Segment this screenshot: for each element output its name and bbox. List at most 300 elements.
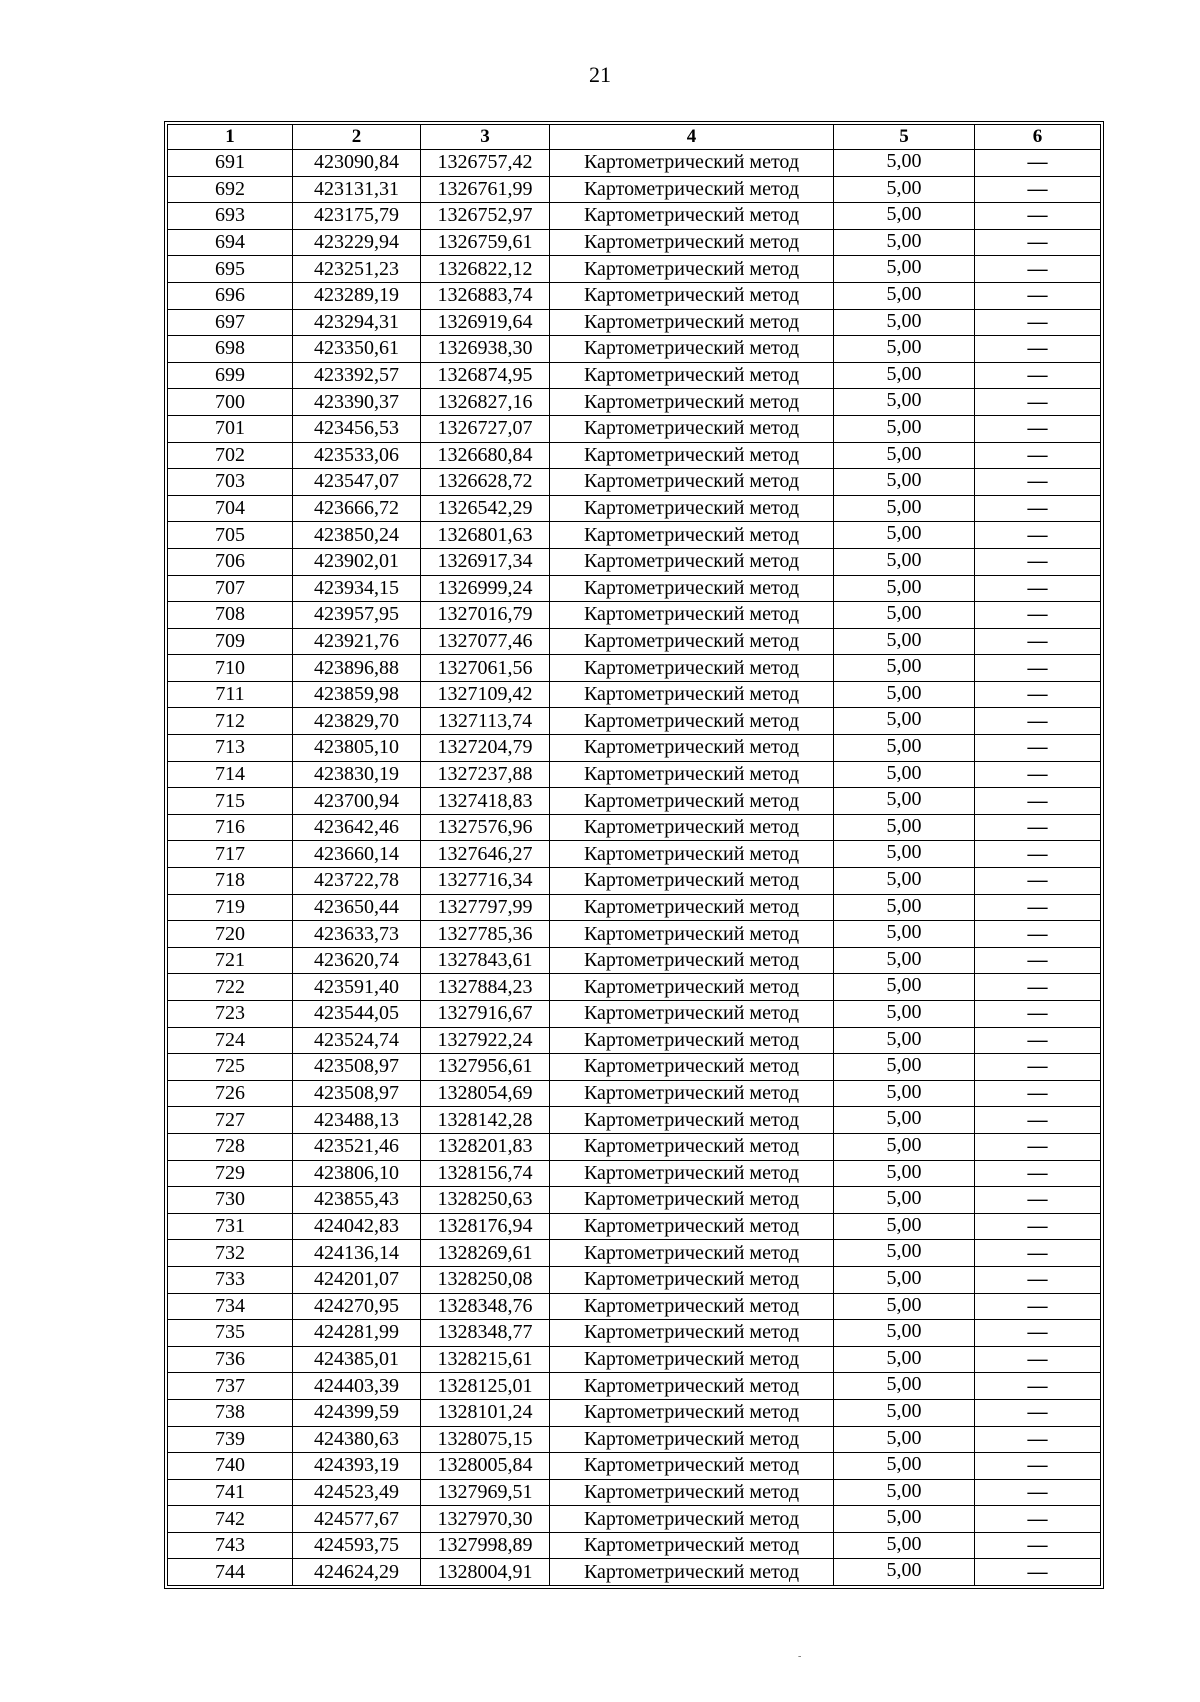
y-coordinate-cell: 1328269,61	[421, 1240, 550, 1267]
x-coordinate-cell: 423521,46	[293, 1133, 421, 1160]
table-row	[168, 522, 1101, 549]
table-row	[168, 814, 1101, 841]
x-coordinate-cell: 423229,94	[293, 229, 421, 256]
y-coordinate-cell: 1328142,28	[421, 1107, 550, 1134]
y-coordinate-cell: 1326727,07	[421, 415, 550, 442]
y-coordinate-cell: 1327576,96	[421, 814, 550, 841]
table-row	[168, 1240, 1101, 1267]
x-coordinate-cell: 424403,39	[293, 1373, 421, 1400]
x-coordinate-cell: 424136,14	[293, 1240, 421, 1267]
description-cell: —	[975, 575, 1101, 602]
accuracy-cell: 5,00	[834, 282, 975, 309]
accuracy-cell: 5,00	[834, 628, 975, 655]
description-cell: —	[975, 921, 1101, 948]
accuracy-cell: 5,00	[834, 1266, 975, 1293]
table-row	[168, 389, 1101, 416]
table-row	[168, 1160, 1101, 1187]
y-coordinate-cell: 1327204,79	[421, 735, 550, 762]
method-cell: Картометрический метод	[550, 1453, 834, 1480]
point-number-cell: 707	[168, 575, 293, 602]
method-cell: Картометрический метод	[550, 1054, 834, 1081]
x-coordinate-cell: 423850,24	[293, 522, 421, 549]
table-row	[168, 1107, 1101, 1134]
description-cell: —	[975, 469, 1101, 496]
method-cell: Картометрический метод	[550, 1320, 834, 1347]
table-row	[168, 256, 1101, 283]
point-number-cell: 698	[168, 336, 293, 363]
table-row	[168, 1027, 1101, 1054]
description-cell: —	[975, 788, 1101, 815]
point-number-cell: 719	[168, 894, 293, 921]
accuracy-cell: 5,00	[834, 1054, 975, 1081]
point-number-cell: 730	[168, 1187, 293, 1214]
point-number-cell: 721	[168, 947, 293, 974]
method-cell: Картометрический метод	[550, 1001, 834, 1028]
point-number-cell: 695	[168, 256, 293, 283]
accuracy-cell: 5,00	[834, 336, 975, 363]
y-coordinate-cell: 1327061,56	[421, 655, 550, 682]
accuracy-cell: 5,00	[834, 814, 975, 841]
point-number-cell: 741	[168, 1479, 293, 1506]
point-number-cell: 699	[168, 362, 293, 389]
method-cell: Картометрический метод	[550, 947, 834, 974]
point-number-cell: 725	[168, 1054, 293, 1081]
y-coordinate-cell: 1328348,76	[421, 1293, 550, 1320]
column-header: 2	[293, 125, 421, 150]
description-cell: —	[975, 1080, 1101, 1107]
column-header: 1	[168, 125, 293, 150]
x-coordinate-cell: 424624,29	[293, 1559, 421, 1586]
point-number-cell: 716	[168, 814, 293, 841]
table-row	[168, 1479, 1101, 1506]
method-cell: Картометрический метод	[550, 469, 834, 496]
x-coordinate-cell: 423902,01	[293, 548, 421, 575]
table-row	[168, 894, 1101, 921]
table-row	[168, 841, 1101, 868]
description-cell: —	[975, 309, 1101, 336]
method-cell: Картометрический метод	[550, 282, 834, 309]
accuracy-cell: 5,00	[834, 1479, 975, 1506]
description-cell: —	[975, 894, 1101, 921]
method-cell: Картометрический метод	[550, 708, 834, 735]
description-cell: —	[975, 761, 1101, 788]
accuracy-cell: 5,00	[834, 203, 975, 230]
x-coordinate-cell: 423392,57	[293, 362, 421, 389]
point-number-cell: 742	[168, 1506, 293, 1533]
method-cell: Картометрический метод	[550, 150, 834, 177]
table-row	[168, 469, 1101, 496]
accuracy-cell: 5,00	[834, 309, 975, 336]
accuracy-cell: 5,00	[834, 947, 975, 974]
x-coordinate-cell: 423855,43	[293, 1187, 421, 1214]
accuracy-cell: 5,00	[834, 495, 975, 522]
description-cell: —	[975, 495, 1101, 522]
accuracy-cell: 5,00	[834, 1559, 975, 1586]
accuracy-cell: 5,00	[834, 415, 975, 442]
table-row	[168, 442, 1101, 469]
point-number-cell: 724	[168, 1027, 293, 1054]
accuracy-cell: 5,00	[834, 229, 975, 256]
y-coordinate-cell: 1328101,24	[421, 1399, 550, 1426]
point-number-cell: 715	[168, 788, 293, 815]
method-cell: Картометрический метод	[550, 1133, 834, 1160]
description-cell: —	[975, 1399, 1101, 1426]
table-row	[168, 176, 1101, 203]
x-coordinate-cell: 424577,67	[293, 1506, 421, 1533]
table-row	[168, 229, 1101, 256]
y-coordinate-cell: 1326917,34	[421, 548, 550, 575]
x-coordinate-cell: 423806,10	[293, 1160, 421, 1187]
point-number-cell: 739	[168, 1426, 293, 1453]
description-cell: —	[975, 282, 1101, 309]
point-number-cell: 723	[168, 1001, 293, 1028]
method-cell: Картометрический метод	[550, 1266, 834, 1293]
table-row	[168, 1506, 1101, 1533]
description-cell: —	[975, 1532, 1101, 1559]
point-number-cell: 712	[168, 708, 293, 735]
point-number-cell: 709	[168, 628, 293, 655]
description-cell: —	[975, 548, 1101, 575]
description-cell: —	[975, 1373, 1101, 1400]
description-cell: —	[975, 1054, 1101, 1081]
y-coordinate-cell: 1328054,69	[421, 1080, 550, 1107]
table-row	[168, 1453, 1101, 1480]
y-coordinate-cell: 1327646,27	[421, 841, 550, 868]
table-row	[168, 1532, 1101, 1559]
accuracy-cell: 5,00	[834, 1107, 975, 1134]
method-cell: Картометрический метод	[550, 681, 834, 708]
x-coordinate-cell: 424399,59	[293, 1399, 421, 1426]
point-number-cell: 728	[168, 1133, 293, 1160]
y-coordinate-cell: 1327843,61	[421, 947, 550, 974]
method-cell: Картометрический метод	[550, 1107, 834, 1134]
column-header: 3	[421, 125, 550, 150]
description-cell: —	[975, 1320, 1101, 1347]
description-cell: —	[975, 1346, 1101, 1373]
point-number-cell: 718	[168, 868, 293, 895]
accuracy-cell: 5,00	[834, 1187, 975, 1214]
point-number-cell: 693	[168, 203, 293, 230]
table-body	[168, 150, 1101, 1586]
x-coordinate-cell: 423830,19	[293, 761, 421, 788]
x-coordinate-cell: 424042,83	[293, 1213, 421, 1240]
y-coordinate-cell: 1327970,30	[421, 1506, 550, 1533]
x-coordinate-cell: 423508,97	[293, 1054, 421, 1081]
y-coordinate-cell: 1326822,12	[421, 256, 550, 283]
table-row	[168, 1373, 1101, 1400]
method-cell: Картометрический метод	[550, 1080, 834, 1107]
accuracy-cell: 5,00	[834, 1133, 975, 1160]
table-row	[168, 1133, 1101, 1160]
description-cell: —	[975, 1559, 1101, 1586]
point-number-cell: 701	[168, 415, 293, 442]
point-number-cell: 696	[168, 282, 293, 309]
x-coordinate-cell: 423090,84	[293, 150, 421, 177]
x-coordinate-cell: 424593,75	[293, 1532, 421, 1559]
x-coordinate-cell: 423660,14	[293, 841, 421, 868]
table-row	[168, 1346, 1101, 1373]
method-cell: Картометрический метод	[550, 1213, 834, 1240]
method-cell: Картометрический метод	[550, 1426, 834, 1453]
table-row	[168, 628, 1101, 655]
method-cell: Картометрический метод	[550, 203, 834, 230]
x-coordinate-cell: 424281,99	[293, 1320, 421, 1347]
description-cell: —	[975, 1001, 1101, 1028]
description-cell: —	[975, 522, 1101, 549]
method-cell: Картометрический метод	[550, 1187, 834, 1214]
method-cell: Картометрический метод	[550, 362, 834, 389]
method-cell: Картометрический метод	[550, 522, 834, 549]
method-cell: Картометрический метод	[550, 1346, 834, 1373]
column-header: 5	[834, 125, 975, 150]
x-coordinate-cell: 424393,19	[293, 1453, 421, 1480]
x-coordinate-cell: 423650,44	[293, 894, 421, 921]
x-coordinate-cell: 423896,88	[293, 655, 421, 682]
description-cell: —	[975, 1027, 1101, 1054]
method-cell: Картометрический метод	[550, 256, 834, 283]
method-cell: Картометрический метод	[550, 1293, 834, 1320]
x-coordinate-cell: 423175,79	[293, 203, 421, 230]
point-number-cell: 736	[168, 1346, 293, 1373]
x-coordinate-cell: 423390,37	[293, 389, 421, 416]
x-coordinate-cell: 423289,19	[293, 282, 421, 309]
accuracy-cell: 5,00	[834, 1027, 975, 1054]
description-cell: —	[975, 150, 1101, 177]
scan-mark: -	[798, 1651, 802, 1662]
table-row	[168, 921, 1101, 948]
point-number-cell: 713	[168, 735, 293, 762]
method-cell: Картометрический метод	[550, 229, 834, 256]
column-header: 4	[550, 125, 834, 150]
table-row	[168, 575, 1101, 602]
description-cell: —	[975, 974, 1101, 1001]
point-number-cell: 706	[168, 548, 293, 575]
x-coordinate-cell: 424201,07	[293, 1266, 421, 1293]
point-number-cell: 700	[168, 389, 293, 416]
table-row	[168, 602, 1101, 629]
point-number-cell: 704	[168, 495, 293, 522]
table-row	[168, 203, 1101, 230]
y-coordinate-cell: 1327969,51	[421, 1479, 550, 1506]
table-row	[168, 1187, 1101, 1214]
accuracy-cell: 5,00	[834, 681, 975, 708]
y-coordinate-cell: 1326759,61	[421, 229, 550, 256]
method-cell: Картометрический метод	[550, 628, 834, 655]
method-cell: Картометрический метод	[550, 548, 834, 575]
x-coordinate-cell: 423456,53	[293, 415, 421, 442]
y-coordinate-cell: 1327237,88	[421, 761, 550, 788]
x-coordinate-cell: 423642,46	[293, 814, 421, 841]
method-cell: Картометрический метод	[550, 1559, 834, 1586]
x-coordinate-cell: 423508,97	[293, 1080, 421, 1107]
point-number-cell: 710	[168, 655, 293, 682]
description-cell: —	[975, 229, 1101, 256]
accuracy-cell: 5,00	[834, 575, 975, 602]
page-number: 21	[589, 62, 611, 87]
x-coordinate-cell: 423700,94	[293, 788, 421, 815]
table-row	[168, 1399, 1101, 1426]
x-coordinate-cell: 423620,74	[293, 947, 421, 974]
x-coordinate-cell: 423488,13	[293, 1107, 421, 1134]
y-coordinate-cell: 1328215,61	[421, 1346, 550, 1373]
table-row	[168, 735, 1101, 762]
x-coordinate-cell: 423131,31	[293, 176, 421, 203]
table-row	[168, 336, 1101, 363]
description-cell: —	[975, 1213, 1101, 1240]
description-cell: —	[975, 1426, 1101, 1453]
x-coordinate-cell: 423859,98	[293, 681, 421, 708]
description-cell: —	[975, 415, 1101, 442]
table-row	[168, 415, 1101, 442]
method-cell: Картометрический метод	[550, 921, 834, 948]
table-row	[168, 282, 1101, 309]
description-cell: —	[975, 681, 1101, 708]
y-coordinate-cell: 1327716,34	[421, 868, 550, 895]
method-cell: Картометрический метод	[550, 1373, 834, 1400]
y-coordinate-cell: 1326874,95	[421, 362, 550, 389]
y-coordinate-cell: 1326938,30	[421, 336, 550, 363]
description-cell: —	[975, 1293, 1101, 1320]
table-row	[168, 362, 1101, 389]
method-cell: Картометрический метод	[550, 655, 834, 682]
description-cell: —	[975, 1266, 1101, 1293]
point-number-cell: 717	[168, 841, 293, 868]
table-row	[168, 868, 1101, 895]
y-coordinate-cell: 1327797,99	[421, 894, 550, 921]
y-coordinate-cell: 1326628,72	[421, 469, 550, 496]
y-coordinate-cell: 1326761,99	[421, 176, 550, 203]
x-coordinate-cell: 423921,76	[293, 628, 421, 655]
method-cell: Картометрический метод	[550, 415, 834, 442]
point-number-cell: 732	[168, 1240, 293, 1267]
accuracy-cell: 5,00	[834, 150, 975, 177]
accuracy-cell: 5,00	[834, 1293, 975, 1320]
accuracy-cell: 5,00	[834, 1453, 975, 1480]
accuracy-cell: 5,00	[834, 548, 975, 575]
y-coordinate-cell: 1327785,36	[421, 921, 550, 948]
accuracy-cell: 5,00	[834, 1213, 975, 1240]
coordinates-table	[167, 124, 1101, 1586]
description-cell: —	[975, 814, 1101, 841]
accuracy-cell: 5,00	[834, 1532, 975, 1559]
description-cell: —	[975, 203, 1101, 230]
point-number-cell: 726	[168, 1080, 293, 1107]
y-coordinate-cell: 1326752,97	[421, 203, 550, 230]
x-coordinate-cell: 423544,05	[293, 1001, 421, 1028]
point-number-cell: 702	[168, 442, 293, 469]
method-cell: Картометрический метод	[550, 309, 834, 336]
method-cell: Картометрический метод	[550, 974, 834, 1001]
accuracy-cell: 5,00	[834, 735, 975, 762]
table-header-row	[168, 125, 1101, 150]
table-row	[168, 681, 1101, 708]
method-cell: Картометрический метод	[550, 336, 834, 363]
description-cell: —	[975, 1479, 1101, 1506]
x-coordinate-cell: 423666,72	[293, 495, 421, 522]
y-coordinate-cell: 1328176,94	[421, 1213, 550, 1240]
method-cell: Картометрический метод	[550, 761, 834, 788]
point-number-cell: 744	[168, 1559, 293, 1586]
x-coordinate-cell: 423524,74	[293, 1027, 421, 1054]
accuracy-cell: 5,00	[834, 442, 975, 469]
y-coordinate-cell: 1326827,16	[421, 389, 550, 416]
method-cell: Картометрический метод	[550, 1506, 834, 1533]
accuracy-cell: 5,00	[834, 974, 975, 1001]
y-coordinate-cell: 1326757,42	[421, 150, 550, 177]
table-row	[168, 1001, 1101, 1028]
accuracy-cell: 5,00	[834, 1373, 975, 1400]
y-coordinate-cell: 1326999,24	[421, 575, 550, 602]
x-coordinate-cell: 424270,95	[293, 1293, 421, 1320]
description-cell: —	[975, 655, 1101, 682]
method-cell: Картометрический метод	[550, 894, 834, 921]
method-cell: Картометрический метод	[550, 575, 834, 602]
point-number-cell: 705	[168, 522, 293, 549]
accuracy-cell: 5,00	[834, 708, 975, 735]
y-coordinate-cell: 1326680,84	[421, 442, 550, 469]
accuracy-cell: 5,00	[834, 1240, 975, 1267]
description-cell: —	[975, 442, 1101, 469]
table-row	[168, 309, 1101, 336]
table-row	[168, 1213, 1101, 1240]
accuracy-cell: 5,00	[834, 602, 975, 629]
y-coordinate-cell: 1328075,15	[421, 1426, 550, 1453]
y-coordinate-cell: 1327916,67	[421, 1001, 550, 1028]
point-number-cell: 722	[168, 974, 293, 1001]
accuracy-cell: 5,00	[834, 868, 975, 895]
y-coordinate-cell: 1326919,64	[421, 309, 550, 336]
table-row	[168, 1054, 1101, 1081]
method-cell: Картометрический метод	[550, 442, 834, 469]
point-number-cell: 734	[168, 1293, 293, 1320]
method-cell: Картометрический метод	[550, 1240, 834, 1267]
accuracy-cell: 5,00	[834, 1346, 975, 1373]
y-coordinate-cell: 1328348,77	[421, 1320, 550, 1347]
method-cell: Картометрический метод	[550, 1027, 834, 1054]
accuracy-cell: 5,00	[834, 1426, 975, 1453]
y-coordinate-cell: 1326883,74	[421, 282, 550, 309]
x-coordinate-cell: 424380,63	[293, 1426, 421, 1453]
description-cell: —	[975, 1187, 1101, 1214]
method-cell: Картометрический метод	[550, 735, 834, 762]
method-cell: Картометрический метод	[550, 1479, 834, 1506]
point-number-cell: 697	[168, 309, 293, 336]
description-cell: —	[975, 176, 1101, 203]
x-coordinate-cell: 423722,78	[293, 868, 421, 895]
table-row	[168, 150, 1101, 177]
description-cell: —	[975, 1133, 1101, 1160]
coordinates-table-frame	[164, 121, 1104, 1589]
accuracy-cell: 5,00	[834, 1001, 975, 1028]
point-number-cell: 743	[168, 1532, 293, 1559]
x-coordinate-cell: 423591,40	[293, 974, 421, 1001]
accuracy-cell: 5,00	[834, 894, 975, 921]
column-header: 6	[975, 125, 1101, 150]
y-coordinate-cell: 1327077,46	[421, 628, 550, 655]
accuracy-cell: 5,00	[834, 761, 975, 788]
table-row	[168, 1320, 1101, 1347]
point-number-cell: 729	[168, 1160, 293, 1187]
point-number-cell: 720	[168, 921, 293, 948]
description-cell: —	[975, 628, 1101, 655]
x-coordinate-cell: 423547,07	[293, 469, 421, 496]
table-row	[168, 1080, 1101, 1107]
description-cell: —	[975, 947, 1101, 974]
table-row	[168, 788, 1101, 815]
y-coordinate-cell: 1327884,23	[421, 974, 550, 1001]
table-row	[168, 495, 1101, 522]
description-cell: —	[975, 336, 1101, 363]
